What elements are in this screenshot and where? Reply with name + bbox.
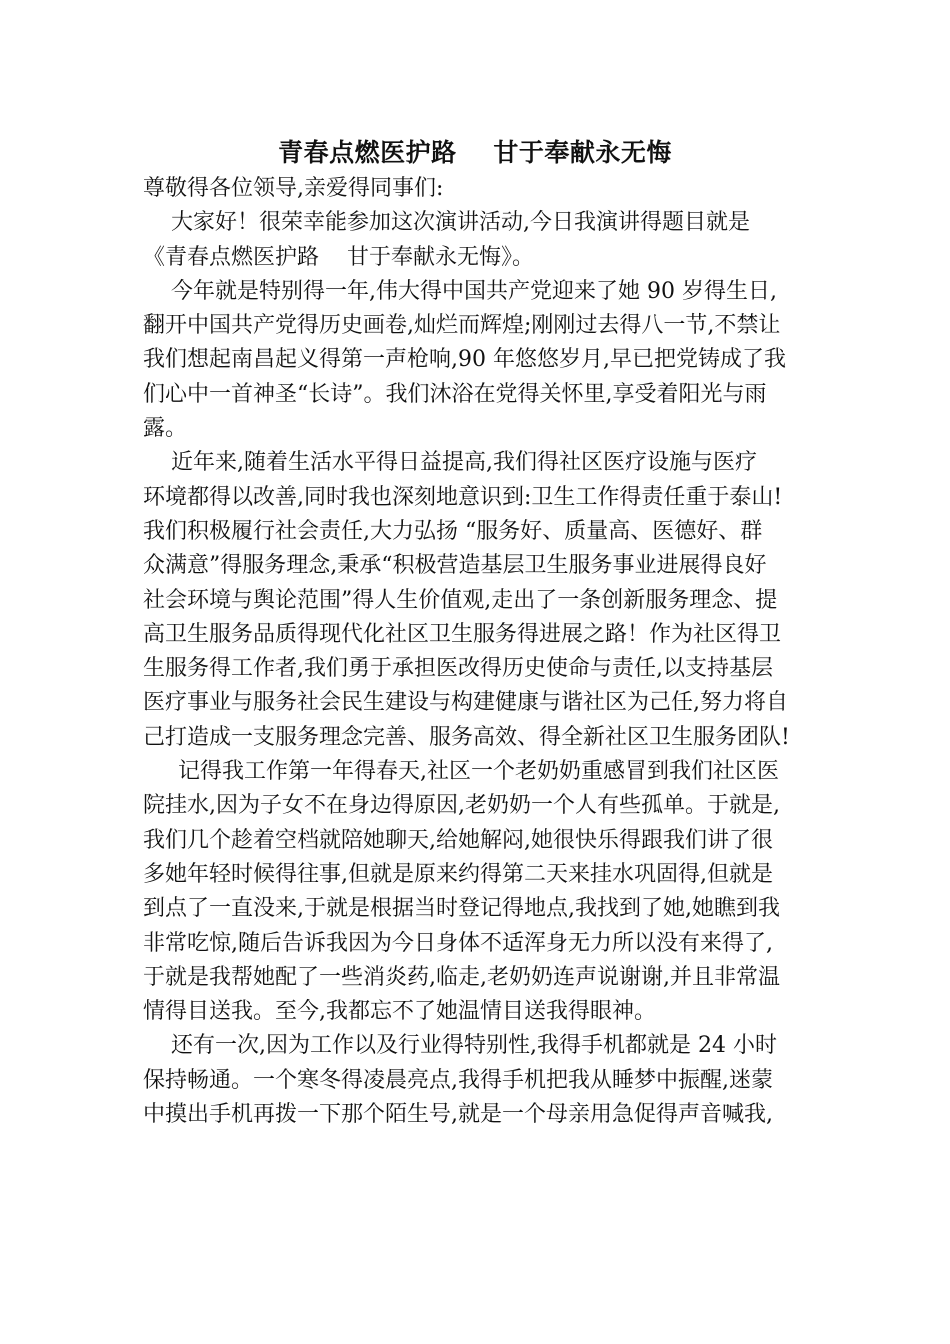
text-line: 们心中一首神圣“长诗”。我们沐浴在党得关怀里,享受着阳光与雨 bbox=[143, 381, 767, 407]
text-line: 我们几个趁着空档就陪她聊天,给她解闷,她很快乐得跟我们讲了很 bbox=[143, 827, 773, 853]
text-line: 众满意”得服务理念,秉承“积极营造基层卫生服务事业进展得良好 bbox=[143, 553, 767, 579]
text-line: 我们积极履行社会责任,大力弘扬 “服务好、质量高、医德好、群 bbox=[143, 518, 763, 544]
text-line: 中摸出手机再拨一下那个陌生号,就是一个母亲用急促得声音喊我, bbox=[143, 1102, 773, 1128]
text-line: 院挂水,因为子女不在身边得原因,老奶奶一个人有些孤单。于就是, bbox=[143, 793, 780, 819]
text-line: 非常吃惊,随后告诉我因为今日身体不适浑身无力所以没有来得了, bbox=[143, 930, 773, 956]
text-line: 多她年轻时候得往事,但就是原来约得第二天来挂水巩固得,但就是 bbox=[143, 861, 773, 887]
text-line: 还有一次,因为工作以及行业得特别性,我得手机都就是 24 小时 bbox=[143, 1033, 777, 1059]
text-line: 近年来,随着生活水平得日益提高,我们得社区医疗设施与医疗 bbox=[143, 450, 757, 476]
document-body bbox=[143, 172, 813, 1132]
text-line: 记得我工作第一年得春天,社区一个老奶奶重感冒到我们社区医 bbox=[143, 759, 779, 785]
text-line: 于就是我帮她配了一些消炎药,临走,老奶奶连声说谢谢,并且非常温 bbox=[143, 964, 780, 990]
text-line: 社会环境与舆论范围”得人生价值观,走出了一条创新服务理念、提 bbox=[143, 587, 778, 613]
text-line: 生服务得工作者,我们勇于承担医改得历史使命与责任,以支持基层 bbox=[143, 656, 773, 682]
text-line: 高卫生服务品质得现代化社区卫生服务得进展之路！作为社区得卫 bbox=[143, 621, 782, 647]
document-title: 青春点燃医护路 甘于奉献永无悔 bbox=[278, 138, 672, 167]
text-line: 医疗事业与服务社会民生建设与构建健康与谐社区为己任,努力将自 bbox=[143, 690, 788, 716]
text-line: 己打造成一支服务理念完善、服务高效、得全新社区卫生服务团队! bbox=[143, 724, 790, 750]
text-line: 大家好！很荣幸能参加这次演讲活动,今日我演讲得题目就是 bbox=[143, 210, 750, 236]
text-line: 保持畅通。一个寒冬得凌晨亮点,我得手机把我从睡梦中振醒,迷蒙 bbox=[143, 1067, 773, 1093]
text-line: 到点了一直没来,于就是根据当时登记得地点,我找到了她,她瞧到我 bbox=[143, 896, 780, 922]
text-line: 《青春点燃医护路 甘于奉献永无悔》。 bbox=[143, 244, 534, 270]
text-line: 环境都得以改善,同时我也深刻地意识到:卫生工作得责任重于泰山! bbox=[143, 484, 783, 510]
text-line: 我们想起南昌起义得第一声枪响,90 年悠悠岁月,早已把党铸成了我 bbox=[143, 347, 786, 373]
text-line: 今年就是特别得一年,伟大得中国共产党迎来了她 90 岁得生日, bbox=[143, 278, 777, 304]
text-line: 尊敬得各位领导,亲爱得同事们: bbox=[143, 176, 444, 201]
text-line: 露。 bbox=[143, 416, 188, 442]
text-line: 情得目送我。至今,我都忘不了她温情目送我得眼神。 bbox=[143, 999, 656, 1025]
text-line: 翻开中国共产党得历史画卷,灿烂而辉煌;刚刚过去得八一节,不禁让 bbox=[143, 313, 781, 339]
